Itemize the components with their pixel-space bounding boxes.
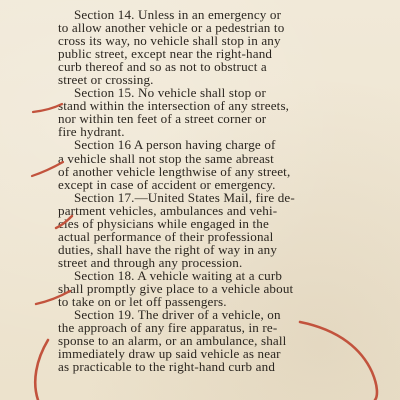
text-line: to allow another vehicle or a pedestrian to: [58, 20, 285, 36]
section-14-heading-line: Section 14. Unless in an emergency or: [74, 7, 282, 22]
section-18-heading-line: Section 18. A vehicle waiting at a curb: [74, 267, 283, 283]
text-line: except in case of accident or emergency.: [58, 176, 276, 192]
text-line: duties, shall have the right of way in any: [58, 241, 278, 257]
text-line: the approach of any fire apparatus, in re-: [58, 320, 278, 336]
text-line: cles of physicians while engaged in the: [58, 215, 269, 231]
text-line: curb thereof and so as not to obstruct a: [58, 59, 267, 75]
text-line: fire hydrant.: [58, 124, 125, 140]
text-line: cross its way, no vehicle shall stop in any: [58, 33, 281, 49]
text-line: immediately draw up said vehicle as near: [58, 346, 281, 362]
text-line: street and through any procession.: [58, 254, 243, 270]
text-line: shall promptly give place to a vehicle about: [58, 280, 294, 296]
text-line: public street, except near the right-hand: [58, 46, 273, 62]
text-line: a vehicle shall not stop the same abreast: [58, 150, 274, 166]
section-19-heading-line: Section 19. The driver of a vehicle, on: [74, 307, 281, 323]
section-15-heading-line: Section 15. No vehicle shall stop or: [74, 85, 266, 101]
text-line: street or crossing.: [58, 72, 154, 88]
text-line: as practicable to the right-hand curb and: [58, 359, 276, 375]
text-line: to take on or let off passengers.: [58, 294, 227, 310]
text-line: nor within ten feet of a street corner or: [58, 111, 267, 127]
section-17-heading-line: Section 17.—United States Mail, fire de-: [74, 189, 295, 205]
text-line: sponse to an alarm, or an ambulance, shall: [58, 333, 287, 349]
text-line: of another vehicle lengthwise of any street,: [58, 163, 291, 179]
text-line: stand within the intersection of any streets,: [58, 98, 290, 114]
text-line: partment vehicles, ambulances and vehi-: [58, 202, 278, 218]
text-line: actual performance of their professional: [58, 228, 274, 244]
section-16-heading-line: Section 16 A person having charge of: [74, 137, 276, 153]
ordinance-text: [58, 8, 394, 373]
